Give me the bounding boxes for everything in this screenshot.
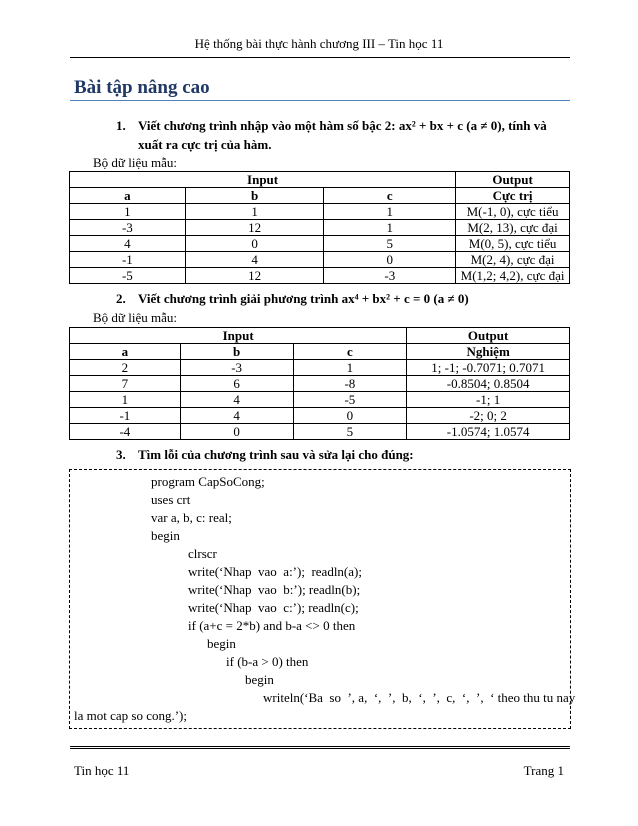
table-cell: 1 bbox=[70, 392, 181, 408]
table-q2-col-b: b bbox=[180, 344, 293, 360]
table-cell: 1; -1; -0.7071; 0.7071 bbox=[407, 360, 570, 376]
table-cell: -0.8504; 0.8504 bbox=[407, 376, 570, 392]
table-row bbox=[70, 236, 570, 252]
footer-page-number: Trang 1 bbox=[523, 763, 564, 778]
code-line: begin bbox=[207, 636, 236, 651]
table-q1-group-header bbox=[70, 172, 570, 188]
table-q1-column-header bbox=[70, 188, 570, 204]
table-cell: 1 bbox=[185, 204, 324, 220]
table-cell: 0 bbox=[324, 252, 456, 268]
code-line: if (a+c = 2*b) and b-a <> 0 then bbox=[188, 618, 356, 633]
table-q1-col-a: a bbox=[70, 188, 186, 204]
table-cell: -1.0574; 1.0574 bbox=[407, 424, 570, 440]
table-row bbox=[70, 220, 570, 236]
code-line: write(‘Nhap vao b:’); readln(b); bbox=[188, 582, 361, 597]
question-1-line1: Viết chương trình nhập vào một hàm số bậc 2: ax² + bx + c (a ≠ 0), tính và bbox=[138, 118, 547, 133]
question-1-data-label: Bộ dữ liệu mẫu: bbox=[93, 155, 177, 170]
code-line: program CapSoCong; bbox=[151, 474, 265, 489]
question-2-number: 2. bbox=[116, 291, 126, 306]
table-cell: 4 bbox=[180, 408, 293, 424]
question-2-line1: Viết chương trình giải phương trình ax⁴ + bx² + c = 0 (a ≠ 0) bbox=[138, 291, 469, 306]
table-cell: 4 bbox=[180, 392, 293, 408]
table-cell: -3 bbox=[70, 220, 186, 236]
table-cell: 12 bbox=[185, 268, 324, 284]
question-3 bbox=[116, 447, 414, 463]
table-q2-output-header: Output bbox=[407, 328, 570, 344]
table-cell: 0 bbox=[180, 424, 293, 440]
table-cell: 4 bbox=[70, 236, 186, 252]
table-q2-col-a: a bbox=[70, 344, 181, 360]
table-cell: -5 bbox=[293, 392, 407, 408]
table-cell: M(2, 4), cực đại bbox=[456, 252, 570, 268]
table-q1 bbox=[69, 171, 570, 284]
table-row bbox=[70, 392, 570, 408]
page-header: Hệ thống bài thực hành chương III – Tin học 11 bbox=[194, 36, 444, 51]
question-2-data-label: Bộ dữ liệu mẫu: bbox=[93, 310, 177, 325]
question-3-line1: Tìm lỗi của chương trình sau và sửa lại cho đúng: bbox=[138, 447, 414, 462]
table-cell: -1; 1 bbox=[407, 392, 570, 408]
question-1 bbox=[116, 118, 547, 134]
question-1-number: 1. bbox=[116, 118, 126, 133]
table-cell: 1 bbox=[293, 360, 407, 376]
question-3-number: 3. bbox=[116, 447, 126, 462]
code-line: clrscr bbox=[188, 546, 217, 561]
table-cell: 5 bbox=[324, 236, 456, 252]
table-cell: 0 bbox=[293, 408, 407, 424]
code-line: begin bbox=[151, 528, 180, 543]
table-q2 bbox=[69, 327, 570, 440]
code-line: la mot cap so cong.’); bbox=[74, 708, 187, 723]
table-row bbox=[70, 376, 570, 392]
table-cell: 1 bbox=[324, 204, 456, 220]
footer-divider bbox=[70, 746, 570, 749]
table-q2-group-header bbox=[70, 328, 570, 344]
table-q2-column-header bbox=[70, 344, 570, 360]
table-cell: 6 bbox=[180, 376, 293, 392]
table-cell: M(0, 5), cực tiểu bbox=[456, 236, 570, 252]
table-cell: 2 bbox=[70, 360, 181, 376]
table-q1-col-result: Cực trị bbox=[456, 188, 570, 204]
code-line: if (b-a > 0) then bbox=[226, 654, 309, 669]
section-title: Bài tập nâng cao bbox=[74, 77, 210, 98]
table-row bbox=[70, 360, 570, 376]
table-row bbox=[70, 268, 570, 284]
code-line: write(‘Nhap vao c:’); readln(c); bbox=[188, 600, 359, 615]
code-line: writeln(‘Ba so ’, a, ‘, ’, b, ‘, ’, c, ‘, ’, ‘ theo thu tu nay bbox=[263, 690, 576, 705]
table-q1-output-header: Output bbox=[456, 172, 570, 188]
table-cell: -1 bbox=[70, 252, 186, 268]
table-row bbox=[70, 204, 570, 220]
table-cell: 12 bbox=[185, 220, 324, 236]
table-q1-col-c: c bbox=[324, 188, 456, 204]
table-cell: 5 bbox=[293, 424, 407, 440]
code-line: uses crt bbox=[151, 492, 191, 507]
section-underline bbox=[70, 100, 570, 101]
code-line: write(‘Nhap vao a:’); readln(a); bbox=[188, 564, 362, 579]
table-cell: 1 bbox=[70, 204, 186, 220]
table-cell: M(2, 13), cực đại bbox=[456, 220, 570, 236]
table-cell: -3 bbox=[180, 360, 293, 376]
table-cell: 4 bbox=[185, 252, 324, 268]
table-q2-col-c: c bbox=[293, 344, 407, 360]
table-cell: M(1,2; 4,2), cực đại bbox=[456, 268, 570, 284]
table-cell: M(-1, 0), cực tiểu bbox=[456, 204, 570, 220]
table-cell: -4 bbox=[70, 424, 181, 440]
table-cell: 0 bbox=[185, 236, 324, 252]
code-line: var a, b, c: real; bbox=[151, 510, 232, 525]
table-row bbox=[70, 252, 570, 268]
table-q1-col-b: b bbox=[185, 188, 324, 204]
table-cell: 7 bbox=[70, 376, 181, 392]
table-cell: -3 bbox=[324, 268, 456, 284]
table-cell: -2; 0; 2 bbox=[407, 408, 570, 424]
table-q2-input-header: Input bbox=[70, 328, 407, 344]
table-row bbox=[70, 424, 570, 440]
code-line: begin bbox=[245, 672, 274, 687]
table-cell: -5 bbox=[70, 268, 186, 284]
header-divider bbox=[70, 57, 570, 58]
footer-left: Tin học 11 bbox=[74, 763, 130, 778]
table-cell: -1 bbox=[70, 408, 181, 424]
table-q2-col-result: Nghiệm bbox=[407, 344, 570, 360]
table-cell: -8 bbox=[293, 376, 407, 392]
question-1-line2: xuất ra cực trị của hàm. bbox=[138, 137, 272, 152]
question-2 bbox=[116, 291, 469, 307]
table-q1-input-header: Input bbox=[70, 172, 456, 188]
table-row bbox=[70, 408, 570, 424]
table-cell: 1 bbox=[324, 220, 456, 236]
